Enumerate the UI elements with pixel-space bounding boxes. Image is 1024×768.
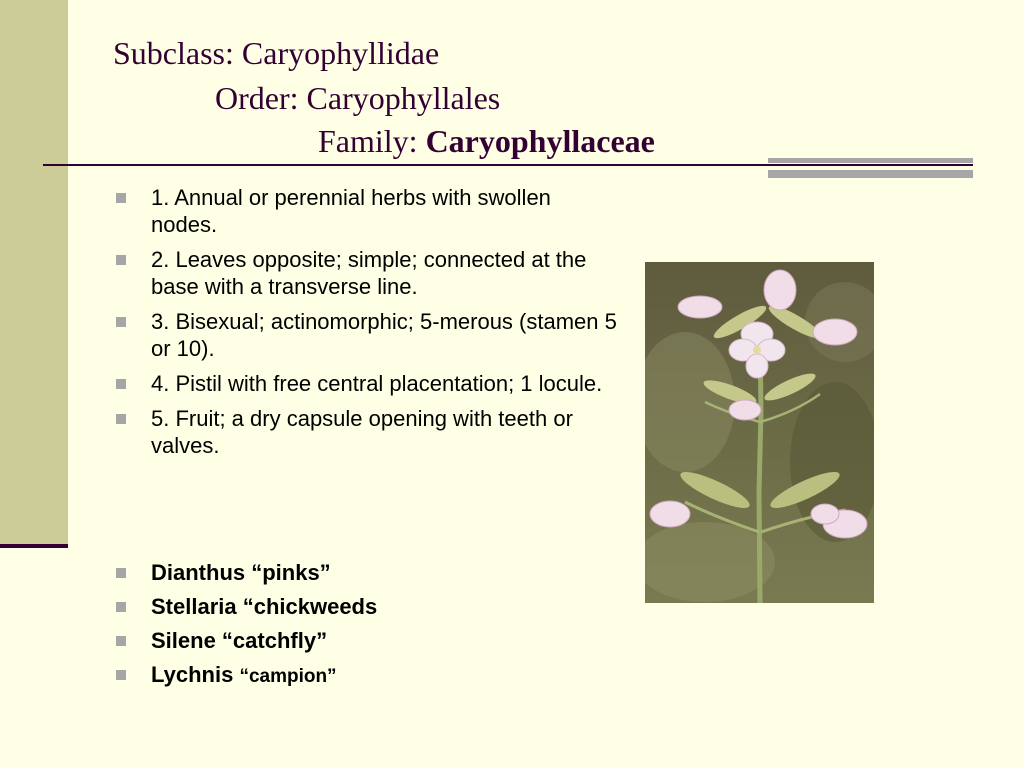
square-bullet-icon: [116, 317, 126, 327]
fact-item: [113, 308, 623, 362]
square-bullet-icon: [116, 670, 126, 680]
title-divider: [43, 164, 973, 166]
genus-text: Dianthus “pinks”: [151, 560, 331, 585]
square-bullet-icon: [116, 193, 126, 203]
genus-item: [113, 559, 623, 586]
genus-item: [113, 661, 623, 690]
flower-photo: [645, 262, 874, 603]
fact-item: [113, 246, 623, 300]
square-bullet-icon: [116, 636, 126, 646]
fact-text: 4. Pistil with free central placentation; 1 locule.: [151, 371, 603, 396]
fact-text: 2. Leaves opposite; simple; connected at the base with a transverse line.: [151, 247, 587, 299]
fact-item: [113, 184, 623, 238]
square-bullet-icon: [116, 568, 126, 578]
square-bullet-icon: [116, 379, 126, 389]
genus-item: [113, 593, 623, 620]
genera-list: [113, 559, 623, 697]
left-accent-band: [0, 0, 68, 548]
genus-text: Silene “catchfly”: [151, 628, 328, 653]
square-bullet-icon: [116, 255, 126, 265]
title-family-prefix: Family:: [318, 123, 426, 159]
genus-text: Stellaria “chickweeds: [151, 594, 378, 619]
square-bullet-icon: [116, 602, 126, 612]
title-family-name: Caryophyllaceae: [425, 123, 655, 159]
title-family: [318, 125, 655, 157]
genus-name: Lychnis: [151, 662, 240, 687]
flower-photo-image: [645, 262, 874, 603]
left-band-rule: [0, 544, 68, 548]
fact-item: [113, 370, 623, 397]
title-divider-gray-bottom: [768, 170, 973, 178]
fact-text: 3. Bisexual; actinomorphic; 5-merous (stamen 5 or 10).: [151, 309, 617, 361]
square-bullet-icon: [116, 414, 126, 424]
fact-text: 5. Fruit; a dry capsule opening with teeth or valves.: [151, 406, 573, 458]
title-subclass: Subclass: Caryophyllidae: [113, 35, 440, 71]
title-order: Order: Caryophyllales: [215, 80, 501, 116]
genus-item: [113, 627, 623, 654]
fact-item: [113, 405, 623, 459]
title-divider-gray-top: [768, 158, 973, 163]
family-facts-list: [113, 184, 623, 467]
genus-common-name: “campion”: [239, 666, 337, 687]
fact-text: 1. Annual or perennial herbs with swollen nodes.: [151, 185, 551, 237]
